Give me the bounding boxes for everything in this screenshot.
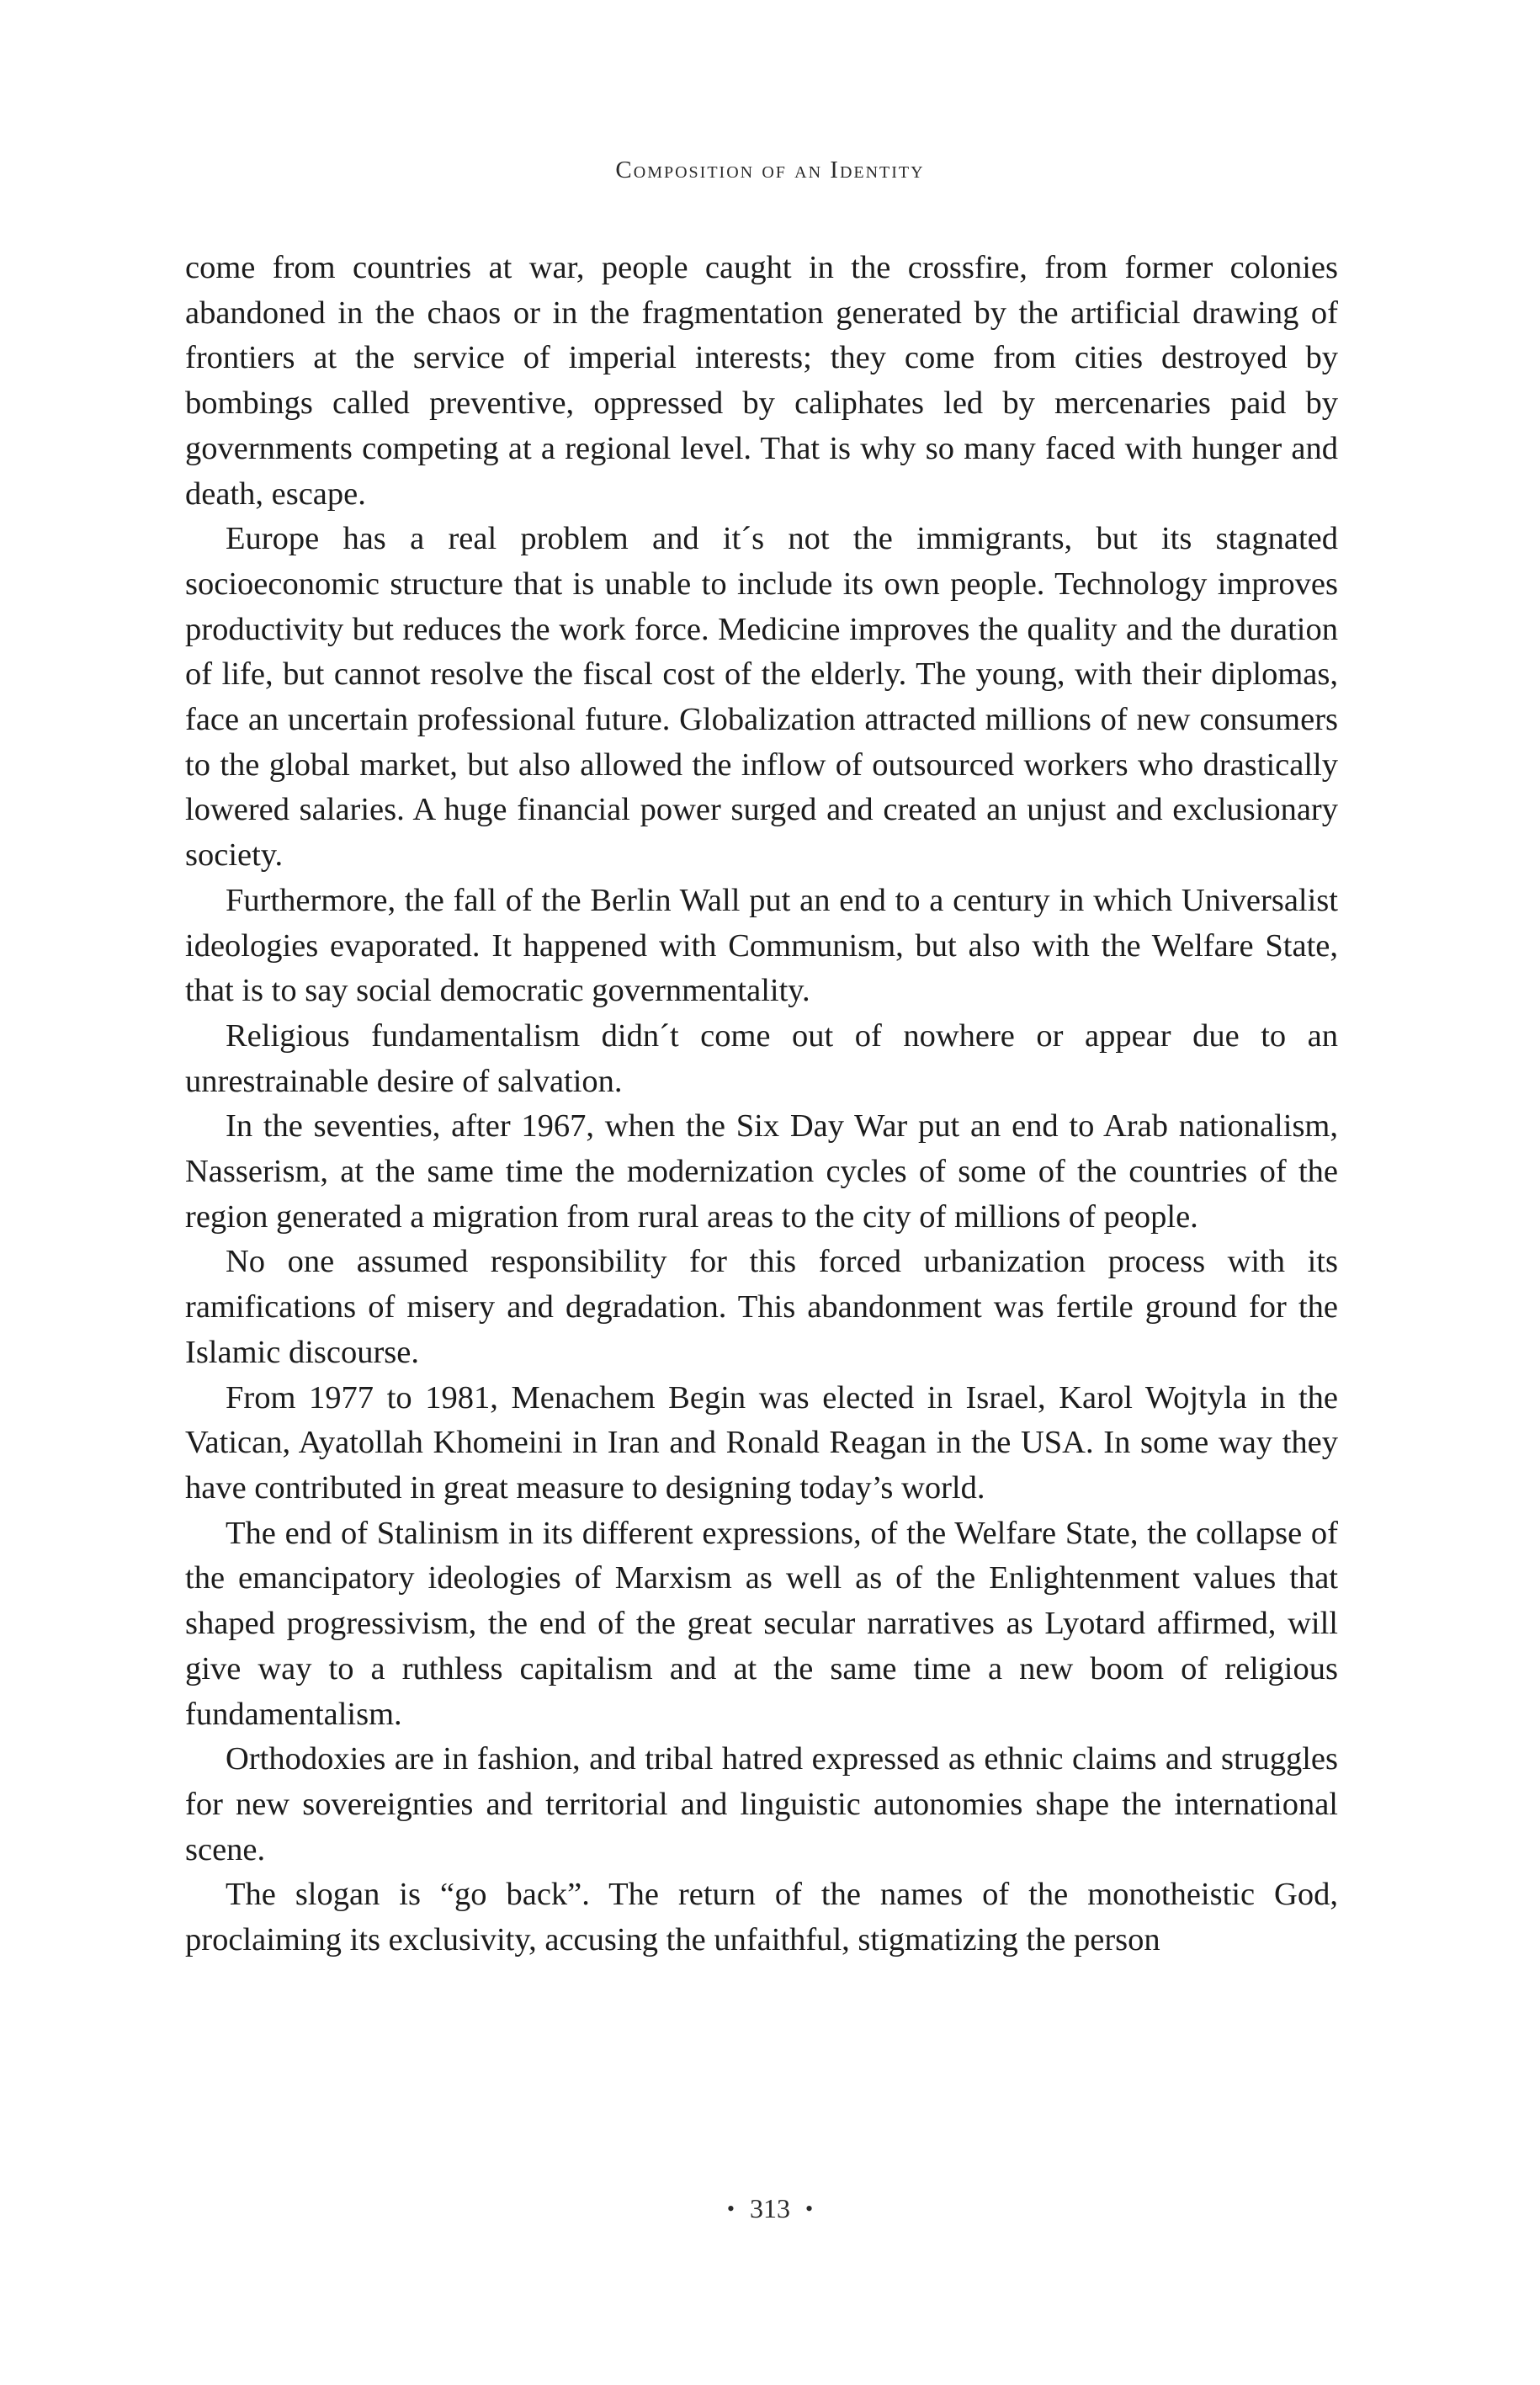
paragraph-7: From 1977 to 1981, Menachem Begin was elected in Israel, Karol Wojtyla in the Vatican, Ayatollah Khomeini in Iran and Ronald Reagan in the USA. In some way they have contributed in great measure to designing today’s world.: [185, 1379, 1338, 1506]
bullet-ornament-left: •: [726, 2196, 735, 2221]
paragraph-4: Religious fundamentalism didn´t come out of nowhere or appear due to an unrestrainable desire of salvation.: [185, 1017, 1338, 1099]
paragraph-5: In the seventies, after 1967, when the Six Day War put an end to Arab nationalism, Nasserism, at the same time the modernization cycles of some of the countries of the region generated a migration from rural areas to the city of millions of people.: [185, 1108, 1338, 1235]
paragraph-9: Orthodoxies are in fashion, and tribal hatred expressed as ethnic claims and struggles for new sovereignties and territorial and linguistic autonomies shape the international scene.: [185, 1741, 1338, 1867]
bullet-ornament-right: •: [805, 2196, 814, 2221]
paragraph-6: No one assumed responsibility for this forced urbanization process with its ramifications of misery and degradation. This abandonment was fertile ground for the Islamic discourse.: [185, 1244, 1338, 1370]
paragraph-1: come from countries at war, people caught in the crossfire, from former colonies abandoned in the chaos or in the fragmentation generated by the artificial drawing of frontiers at the service of imperial interests; they come from cities destroyed by bombings called preventive, oppressed by caliphates led by mercenaries paid by governments competing at a regional level. That is why so many faced with hunger and death, escape.: [185, 250, 1338, 512]
paragraph-10: The slogan is “go back”. The return of the names of the monotheistic God, proclaiming its exclusivity, accusing the unfaithful, stigmatizing the person: [185, 1877, 1338, 1958]
page-number: 313: [750, 2193, 790, 2223]
page-footer: [0, 2193, 1540, 2224]
paragraph-2: Europe has a real problem and it´s not the immigrants, but its stagnated socioeconomic structure that is unable to include its own people. Technology improves productivity but reduces the work force. Medicine improves the quality and the duration of life, but cannot resolve the fiscal cost of the elderly. The young, with their diplomas, face an uncertain professional future. Globalization attracted millions of new consumers to the global market, but also allowed the inflow of outsourced workers who drastically lowered salaries. A huge financial power surged and created an unjust and exclusionary society.: [185, 521, 1338, 874]
paragraph-3: Furthermore, the fall of the Berlin Wall put an end to a century in which Universalist ideologies evaporated. It happened with Communism, but also with the Welfare State, that is to say social democratic governmentality.: [185, 882, 1338, 1009]
body-text: [185, 246, 1338, 1963]
paragraph-8: The end of Stalinism in its different expressions, of the Welfare State, the collapse of the emancipatory ideologies of Marxism as well as of the Enlightenment values that shaped progressivism, the end of the great secular narratives as Lyotard affirmed, will give way to a ruthless capitalism and at the same time a new boom of religious fundamentalism.: [185, 1515, 1338, 1732]
running-head: Composition of an Identity: [615, 157, 925, 183]
